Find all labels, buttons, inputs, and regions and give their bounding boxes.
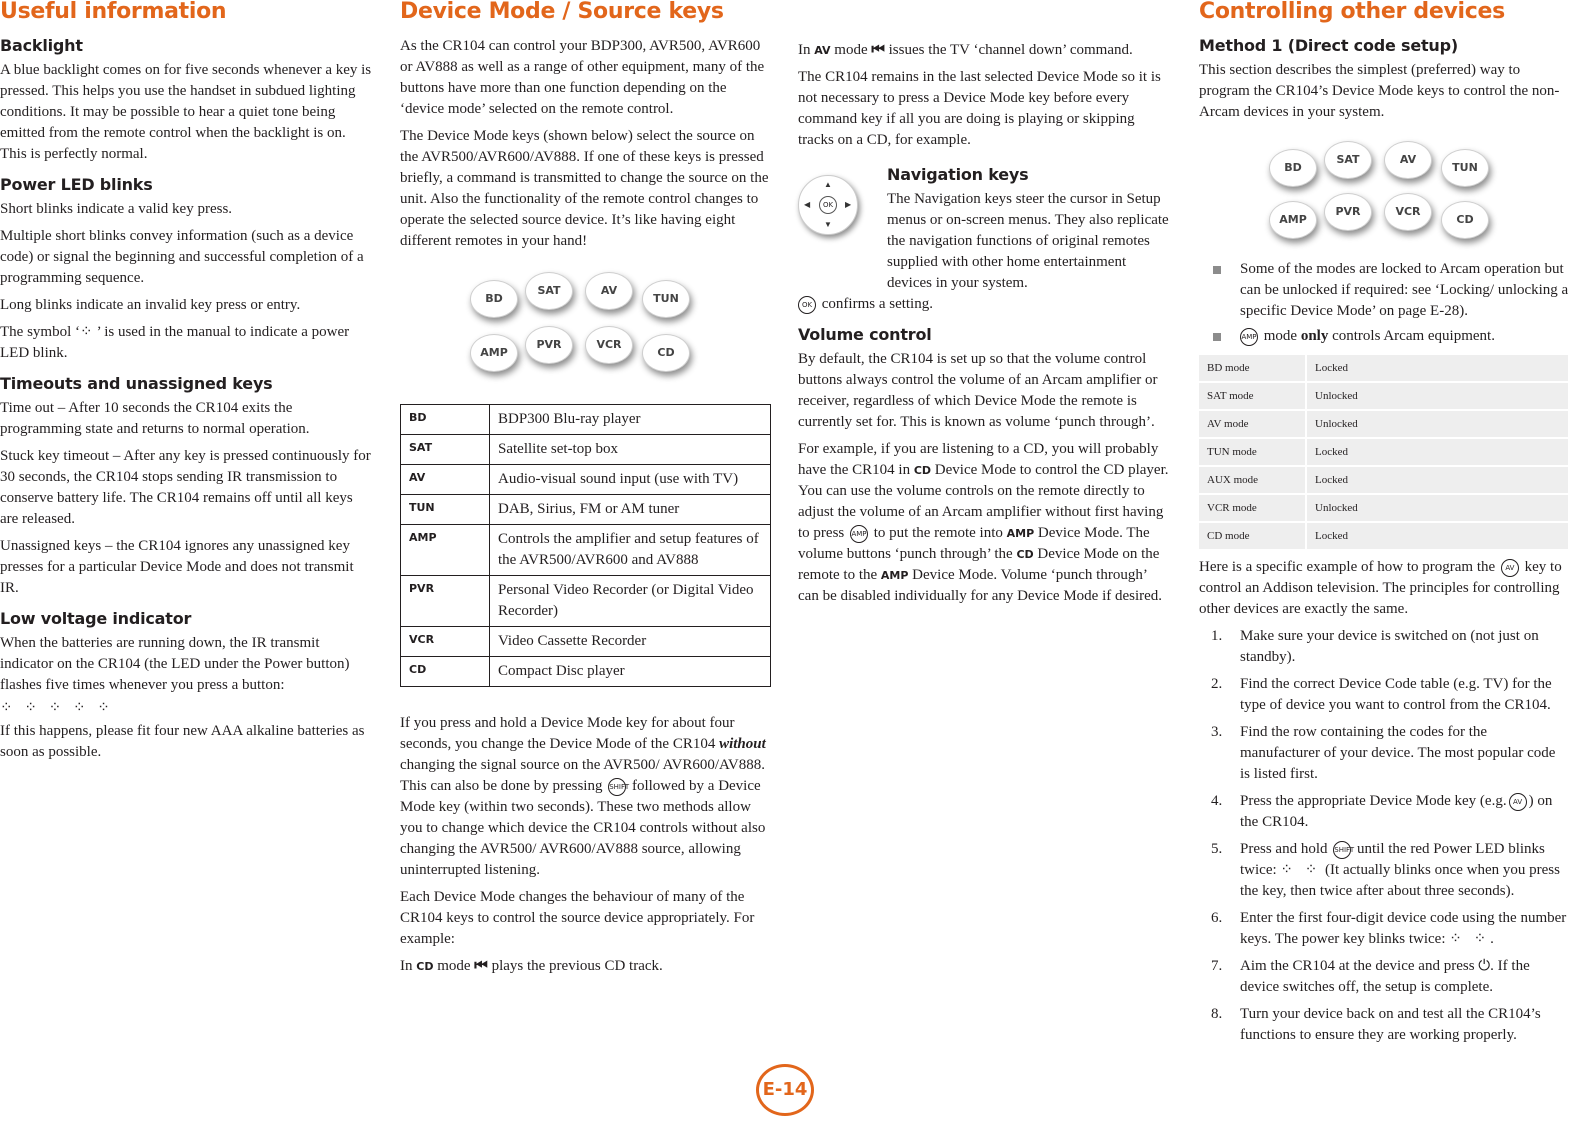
list-item: 5. Press and hold SHIFT until the red Power LED blinks twice: ⁘ ⁘ (It actually blinks once when you press the key, then twice after about three seconds). <box>1211 841 1560 899</box>
list-item: 7. Aim the CR104 at the device and press ⏻. If the device switches off, the setup is complete. <box>1211 958 1530 995</box>
volume-text-2: For example, if you are listening to a CD, you will probably have the CR104 in CD Device Mode to control the CD player. You can use the volume controls on the remote directly to adjust the volume of an Arcam amplifier without first having to press AMP to put the remote into AMP Device Mode. The volume buttons ‘punch through’ the CD Device Mode on the remote to the AMP Device Mode. Volume ‘punch through’ can be disabled individually for any Device Mode if desired. <box>798 441 1169 604</box>
navigation-section <box>798 165 1170 294</box>
power-icon: ⏻ <box>1478 958 1491 974</box>
behaviour-text: Each Device Mode changes the behaviour of many of the CR104 keys to control the source device appropriately. For example: <box>400 889 755 947</box>
lock-status-table <box>1199 355 1568 551</box>
timeouts-text-3: Unassigned keys – the CR104 ignores any unassigned key presses for a particular Device Mode and does not transmit IR. <box>0 538 354 596</box>
navigation-text: The Navigation keys steer the cursor in Setup menus or on-screen menus. They also replicate the navigation functions of original remotes supplied with other home entertainment devices in your system. <box>887 191 1169 291</box>
skip-back-icon: ⏮ <box>871 42 885 58</box>
volume-text-1: By default, the CR104 is set up so that the volume control buttons always control the volume of an Arcam amplifier or receiver, regardless of which Device Mode the remote is currently set for. This is known as volume ‘punch through’. <box>798 351 1158 430</box>
section-title: Controlling other devices <box>1199 0 1505 24</box>
navigation-pad-icon: ▲ ▼ ◀ ▶ OK <box>798 175 858 235</box>
pvr-key[interactable]: PVR <box>525 326 573 364</box>
table-row: VCR mode Unlocked <box>1199 494 1568 522</box>
blink-icon: ⁘ <box>80 324 97 340</box>
list-item: 1. Make sure your device is switched on (not just on standby). <box>1211 628 1539 665</box>
sat-key[interactable]: SAT <box>1324 141 1372 179</box>
amp-key-icon: AMP <box>1240 328 1258 346</box>
amp-key[interactable]: AMP <box>1269 201 1317 239</box>
device-mode-keys <box>1199 129 1569 259</box>
steps-list <box>1199 626 1569 1046</box>
column-useful-information <box>0 0 372 769</box>
volume-heading: Volume control <box>798 325 932 344</box>
page-number: E-14 <box>756 1064 814 1116</box>
last-mode-text: The CR104 remains in the last selected Device Mode so it is not necessary to press a Device Mode key before every command key if all you are doing is playing or skipping tracks on a CD, for example. <box>798 69 1161 148</box>
column-controlling-other-devices <box>1199 0 1569 1052</box>
blink-icon: ⁘ ⁘ <box>1280 862 1322 878</box>
device-mode-keys <box>400 258 772 404</box>
list-item: AMP mode only controls Arcam equipment. <box>1199 326 1569 347</box>
power-led-text-4: The symbol ‘⁘’ is used in the manual to indicate a power LED blink. <box>0 324 350 361</box>
table-row: BD BDP300 Blu-ray player <box>401 405 771 435</box>
list-item: Some of the modes are locked to Arcam operation but can be unlocked if required: see ‘Locking/ unlocking a specific Device Mode’ on page E-28). <box>1199 259 1569 322</box>
av-key[interactable]: AV <box>1384 141 1432 179</box>
vcr-key[interactable]: VCR <box>1384 193 1432 231</box>
av-key-icon: AV <box>1501 559 1519 577</box>
skip-back-icon: ⏮ <box>474 958 488 974</box>
table-row: TUN DAB, Sirius, FM or AM tuner <box>401 495 771 525</box>
bd-key[interactable]: BD <box>470 280 518 318</box>
av-key-icon: AV <box>1509 793 1527 811</box>
hold-key-text: If you press and hold a Device Mode key for about four seconds, you change the Device Mode of the CR104 without changing the signal source on the AVR500/ AVR600/AV888. This can also be done by pressing SHIFT followed by a Device Mode key (within two seconds). These two methods allow you to change which device the CR104 controls without also changing the AVR500/ AVR600/AV888 source, allowing uninterrupted listening. <box>400 715 766 878</box>
power-led-text-1: Short blinks indicate a valid key press. <box>0 201 233 217</box>
cd-key[interactable]: CD <box>1441 201 1489 239</box>
vcr-key[interactable]: VCR <box>585 326 633 364</box>
tun-key[interactable]: TUN <box>642 280 690 318</box>
power-led-text-3: Long blinks indicate an invalid key press or entry. <box>0 297 301 313</box>
table-row: BD mode Locked <box>1199 355 1568 382</box>
device-keys-text: The Device Mode keys (shown below) select the source on the AVR500/AVR600/AV888. If one of these keys is pressed briefly, a command is transmitted to change the source on the unit. Also the functionality of the remote control changes to operate the selected source device. It’s like having eight different remotes in your hand! <box>400 128 769 249</box>
bd-key[interactable]: BD <box>1269 149 1317 187</box>
ok-key-icon: OK <box>798 296 816 314</box>
list-item: 2. Find the correct Device Code table (e.g. TV) for the type of device you want to control from the CR104. <box>1211 676 1552 713</box>
power-led-heading: Power LED blinks <box>0 175 153 194</box>
cd-mode-example: In CD mode ⏮ plays the previous CD track. <box>400 958 663 974</box>
ok-confirms-text: OK confirms a setting. <box>798 294 1170 315</box>
power-led-text-2: Multiple short blinks convey information (such as a device code) or signal the beginning and successful completion of a programming sequence. <box>0 228 364 286</box>
five-blinks-icon: ⁘ ⁘ ⁘ ⁘ ⁘ <box>0 700 114 716</box>
list-item: 8. Turn your device back on and test all the CR104’s functions to ensure they are working properly. <box>1211 1006 1541 1043</box>
table-row: AUX mode Locked <box>1199 466 1568 494</box>
sat-key[interactable]: SAT <box>525 272 573 310</box>
table-row: PVR Personal Video Recorder (or Digital Video Recorder) <box>401 576 771 627</box>
table-row: VCR Video Cassette Recorder <box>401 627 771 657</box>
timeouts-heading: Timeouts and unassigned keys <box>0 374 273 393</box>
table-row: AV mode Unlocked <box>1199 410 1568 438</box>
list-item: 3. Find the row containing the codes for the manufacturer of your device. The most popular code is listed first. <box>1211 724 1556 782</box>
av-mode-example: In AV mode ⏮ issues the TV ‘channel down’ command. <box>798 42 1133 58</box>
backlight-heading: Backlight <box>0 36 83 55</box>
tun-key[interactable]: TUN <box>1441 149 1489 187</box>
table-row: SAT mode Unlocked <box>1199 382 1568 410</box>
pvr-key[interactable]: PVR <box>1324 193 1372 231</box>
table-row: CD mode Locked <box>1199 522 1568 550</box>
list-item: 4. Press the appropriate Device Mode key (e.g. AV ) on the CR104. <box>1211 793 1553 830</box>
example-intro: Here is a specific example of how to program the AV key to control an Addison television. The principles for controlling other devices are exactly the same. <box>1199 559 1562 617</box>
table-row: AV Audio-visual sound input (use with TV) <box>401 465 771 495</box>
section-title: Device Mode / Source keys <box>400 0 724 24</box>
backlight-text: A blue backlight comes on for five seconds whenever a key is pressed. This helps you use the handset in subdued lighting conditions. It may be possible to hear a quiet tone being emitted from the remote control when the backlight is on. This is perfectly normal. <box>0 62 372 162</box>
table-row: CD Compact Disc player <box>401 657 771 687</box>
table-row: SAT Satellite set-top box <box>401 435 771 465</box>
section-title: Useful information <box>0 0 227 24</box>
low-voltage-text-1: When the batteries are running down, the IR transmit indicator on the CR104 (the LED under the Power button) flashes five times whenever you press a button: <box>0 635 350 693</box>
table-row: TUN mode Locked <box>1199 438 1568 466</box>
timeouts-text-2: Stuck key timeout – After any key is pressed continuously for 30 seconds, the CR104 stops sending IR transmission to conserve battery life. The CR104 remains off until all keys are released. <box>0 448 371 527</box>
device-mode-table <box>400 404 771 687</box>
av-key[interactable]: AV <box>585 272 633 310</box>
method-heading: Method 1 (Direct code setup) <box>1199 36 1458 55</box>
amp-key-icon: AMP <box>850 525 868 543</box>
blink-icon: ⁘ ⁘ <box>1449 931 1491 947</box>
low-voltage-heading: Low voltage indicator <box>0 609 192 628</box>
notes-list <box>1199 259 1569 347</box>
navigation-heading: Navigation keys <box>887 165 1029 184</box>
column-navigation-volume <box>798 40 1170 613</box>
column-device-mode <box>400 0 772 983</box>
table-row: AMP Controls the amplifier and setup features of the AVR500/AVR600 and AV888 <box>401 525 771 576</box>
intro-text: As the CR104 can control your BDP300, AVR500, AVR600 or AV888 as well as a range of other equipment, many of the buttons have more than one function depending on the ‘device mode’ selected on the remote control. <box>400 38 765 117</box>
shift-key-icon: SHIFT <box>608 778 626 796</box>
amp-key[interactable]: AMP <box>470 334 518 372</box>
list-item: 6. Enter the first four-digit device code using the number keys. The power key blinks twice: ⁘ ⁘. <box>1211 910 1567 947</box>
cd-key[interactable]: CD <box>642 334 690 372</box>
timeouts-text-1: Time out – After 10 seconds the CR104 exits the programming state and returns to normal operation. <box>0 400 310 437</box>
method-intro: This section describes the simplest (preferred) way to program the CR104’s Device Mode keys to control the non-Arcam devices in your system. <box>1199 62 1560 120</box>
shift-key-icon: SHIFT <box>1333 841 1351 859</box>
low-voltage-text-2: If this happens, please fit four new AAA alkaline batteries as soon as possible. <box>0 723 365 760</box>
